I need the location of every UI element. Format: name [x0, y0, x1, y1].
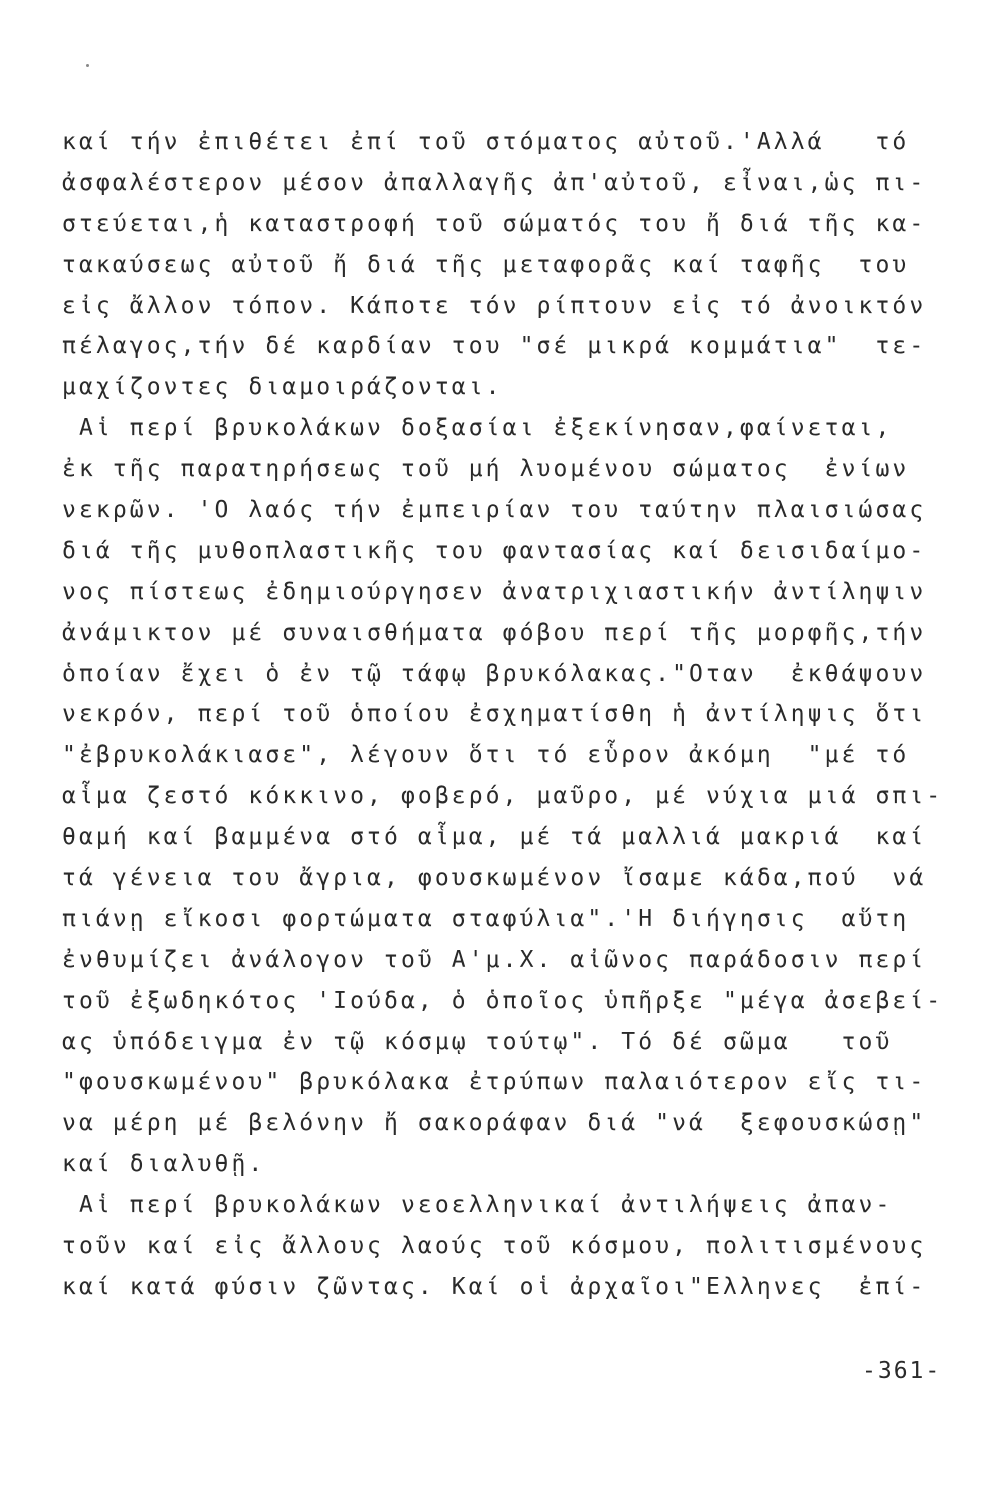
text-line: αἷμα ζεστό κόκκινο, φοβερό, μαῦρο, μέ νύχια μιά σπι-: [62, 783, 944, 810]
paragraph-start-line: Αἱ περί βρυκολάκων νεοελληνικαί ἀντιλήψεις ἀπαν-: [62, 1192, 893, 1219]
text-line: τά γένεια του ἄγρια, φουσκωμένον ἴσαμε κάδα,πού νά: [62, 865, 927, 892]
text-line: θαμή καί βαμμένα στό αἷμα, μέ τά μαλλιά μακριά καί: [62, 824, 927, 851]
scan-speck: [86, 64, 89, 67]
text-line: εἰς ἄλλον τόπον. Κάποτε τόν ρίπτουν εἰς τό ἀνοικτόν: [62, 292, 927, 319]
text-line: τοῦ ἐξωδηκότος 'Ιούδα, ὁ ὁποῖος ὑπῆρξε "μέγα ἀσεβεί-: [62, 987, 944, 1014]
text-line: να μέρη μέ βελόνην ἤ σακοράφαν διά "νά ξεφουσκώσῃ": [62, 1110, 927, 1137]
text-line: τοῦν καί εἰς ἄλλους λαούς τοῦ κόσμου, πολιτισμένους: [62, 1233, 927, 1260]
text-line: ὁποίαν ἔχει ὁ ἐν τῷ τάφῳ βρυκόλακας."Οταν ἐκθάψουν: [62, 660, 927, 687]
text-line: μαχίζοντες διαμοιράζονται.: [62, 374, 503, 401]
text-line: "φουσκωμένου" βρυκόλακα ἐτρύπων παλαιότερον εἴς τι-: [62, 1069, 927, 1096]
text-line: στεύεται,ἡ καταστροφή τοῦ σώματός του ἤ διά τῆς κα-: [62, 210, 927, 237]
text-line: πιάνῃ εἴκοσι φορτώματα σταφύλια".'Η διήγησις αὕτη: [62, 905, 910, 932]
body-text: [62, 122, 942, 1308]
text-line: νος πίστεως ἐδημιούργησεν ἀνατριχιαστικήν ἀντίληψιν: [62, 578, 927, 605]
text-line: πέλαγος,τήν δέ καρδίαν του "σέ μικρά κομμάτια" τε-: [62, 333, 927, 360]
text-line: νεκρῶν. 'Ο λαός τήν ἐμπειρίαν του ταύτην πλαισιώσας: [62, 497, 927, 524]
text-line: καί κατά φύσιν ζῶντας. Καί οἱ ἀρχαῖοι"Ελληνες ἐπί-: [62, 1273, 927, 1300]
text-line: νεκρόν, περί τοῦ ὁποίου ἐσχηματίσθη ἡ ἀντίληψις ὅτι: [62, 701, 927, 728]
text-line: ἐνθυμίζει ἀνάλογον τοῦ Α'μ.Χ. αἰῶνος παράδοσιν περί: [62, 946, 927, 973]
text-line: καί διαλυθῇ.: [62, 1151, 266, 1178]
paragraph-start-line: Αἱ περί βρυκολάκων δοξασίαι ἐξεκίνησαν,φαίνεται,: [62, 415, 893, 442]
text-line: ἀνάμικτον μέ συναισθήματα φόβου περί τῆς μορφῆς,τήν: [62, 619, 927, 646]
text-line: "ἐβρυκολάκιασε", λέγουν ὅτι τό εὗρον ἀκόμη "μέ τό: [62, 742, 910, 769]
text-line: τακαύσεως αὐτοῦ ἤ διά τῆς μεταφορᾶς καί ταφῆς του: [62, 251, 910, 278]
text-line: ας ὑπόδειγμα ἐν τῷ κόσμῳ τούτῳ". Τό δέ σῶμα τοῦ: [62, 1028, 893, 1055]
text-line: καί τήν ἐπιθέτει ἐπί τοῦ στόματος αὐτοῦ.'Αλλά τό: [62, 129, 910, 155]
text-line: ἐκ τῆς παρατηρήσεως τοῦ μή λυομένου σώματος ἐνίων: [62, 456, 910, 483]
page-number: -361-: [862, 1358, 942, 1384]
text-line: διά τῆς μυθοπλαστικῆς του φαντασίας καί δεισιδαίμο-: [62, 537, 927, 564]
text-line: ἀσφαλέστερον μέσον ἀπαλλαγῆς ἀπ'αὐτοῦ, εἶναι,ὡς πι-: [62, 169, 927, 196]
